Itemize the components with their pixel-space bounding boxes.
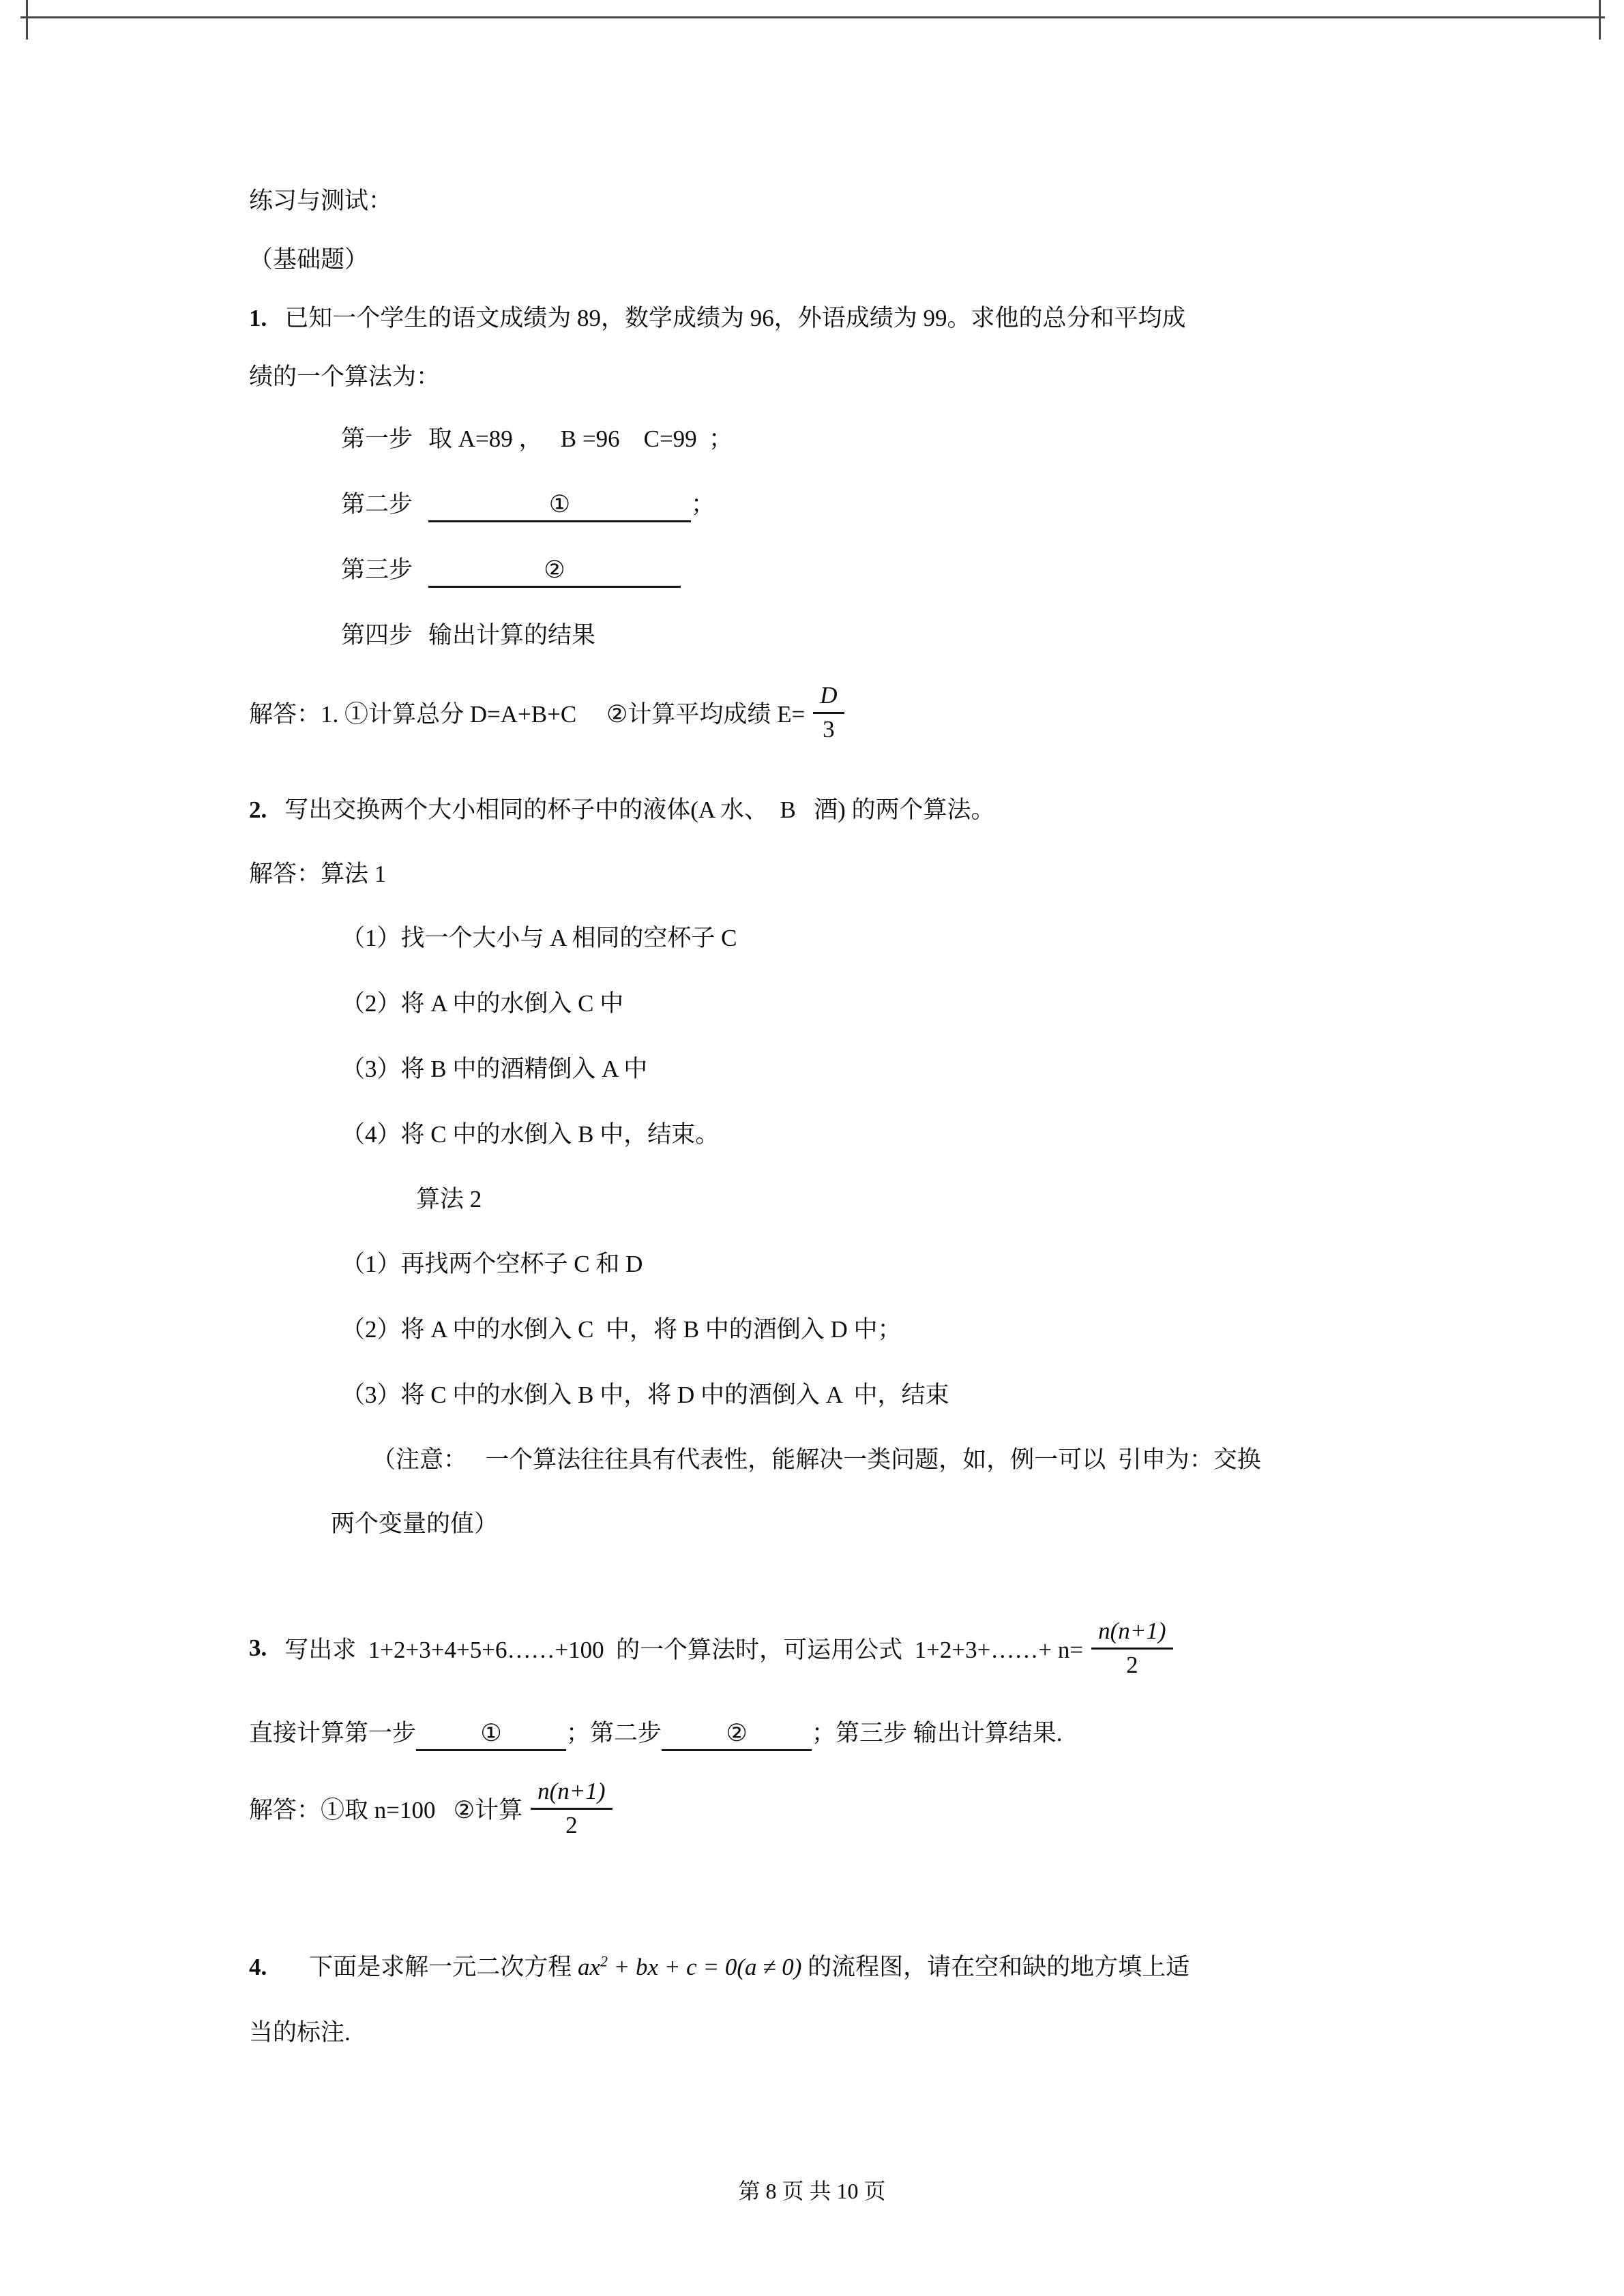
- page-subtitle: （基础题）: [249, 246, 369, 273]
- q3-blank2: [662, 1718, 812, 1751]
- q3-blank1: [416, 1718, 566, 1751]
- q3-answer-fraction-numerator: n(n+1): [537, 1777, 606, 1804]
- q3-blank1-value: ①: [480, 1720, 502, 1746]
- q2-algo1-step4: （4）将 C 中的水倒入 B 中，结束。: [341, 1121, 720, 1148]
- q4-text-line1: [249, 1935, 1422, 2000]
- q3-answer-fraction: [531, 1778, 612, 1840]
- q3-line2-part1: 直接计算第一步: [249, 1720, 417, 1746]
- q1-step4: [341, 603, 1422, 668]
- q2-text: [249, 777, 1422, 843]
- q2-algo1-step1: （1）找一个大小与 A 相同的空杯子 C: [341, 925, 737, 951]
- q1-step2-blank: [428, 489, 691, 522]
- q4-equation-part1: ax: [578, 1954, 601, 1980]
- q3-blank2-value: ②: [726, 1720, 748, 1746]
- page-title: 练习与测试：: [249, 188, 393, 214]
- q3-fraction-numerator: n(n+1): [1098, 1617, 1166, 1644]
- q1-text-line2: 绩的一个算法为：: [249, 363, 441, 390]
- q3-fraction-denominator: 2: [1091, 1648, 1172, 1679]
- page-footer: 第 8 页 共 10 页: [738, 2179, 886, 2203]
- page-border-corner-right: [1599, 0, 1601, 40]
- q2-algo2-step2: （2）将 A 中的水倒入 C 中，将 B 中的酒倒入 D 中；: [341, 1316, 902, 1343]
- q4-equation-part2: + bx + c = 0(a ≠ 0): [607, 1954, 802, 1980]
- q1-step3-label: 第三步: [341, 556, 413, 583]
- q1-text1: 已知一个学生的语文成绩为 89，数学成绩为 96，外语成绩为 99。求他的总分和平均成: [284, 305, 1186, 331]
- q1-step2-blank-value: ①: [548, 491, 571, 518]
- q4-equation: [578, 1954, 801, 1980]
- page-border-corner-left: [26, 0, 28, 40]
- q3-line2-part3: ；第三步 输出计算结果.: [812, 1720, 1063, 1746]
- q2-answer-label: 解答：算法 1: [249, 861, 387, 887]
- q2-algo2-label: 算法 2: [416, 1186, 482, 1212]
- q2-note-line2: 两个变量的值）: [331, 1510, 499, 1537]
- q4-equation-exponent: 2: [600, 1953, 608, 1970]
- q2-algo2-step1: （1）再找两个空杯子 C 和 D: [341, 1251, 643, 1277]
- q3-formula-fraction: [1091, 1617, 1172, 1680]
- q1-step2: [341, 472, 1422, 537]
- q1-answer: [249, 661, 1422, 764]
- q1-answer-fraction: [813, 682, 844, 744]
- q1-step1: [341, 406, 1422, 472]
- q1-step3-blank-value: ②: [544, 556, 565, 583]
- q1-number: 1.: [249, 305, 267, 331]
- q1-answer-text: 解答：1. ①计算总分 D=A+B+C ②计算平均成绩 E=: [249, 701, 806, 728]
- q2-algo1-step2: （2）将 A 中的水倒入 C 中: [341, 990, 624, 1017]
- q3-number: 3.: [249, 1635, 267, 1661]
- q1-step3-blank: [428, 554, 681, 588]
- q4-text-line2: 当的标注.: [249, 2019, 351, 2046]
- q4-text-pre: 下面是求解一元二次方程: [309, 1954, 578, 1980]
- q1-step3: [341, 537, 1422, 603]
- q1-fraction-denominator: 3: [813, 712, 844, 743]
- q2-algo2-step3: （3）将 C 中的水倒入 B 中，将 D 中的酒倒入 A 中，结束: [341, 1382, 949, 1408]
- q1-step4-label: 第四步: [341, 622, 413, 648]
- q1-step1-content: 取 A=89 ， B =96 C=99 ；: [428, 426, 733, 452]
- q2-text-content: 写出交换两个大小相同的杯子中的液体(A 水、 B 酒) 的两个算法。: [284, 796, 995, 823]
- page-content: [249, 172, 1422, 2066]
- q1-step2-suffix: ；: [691, 491, 715, 518]
- q3-answer-fraction-denominator: 2: [531, 1808, 612, 1839]
- q3-text-line1: [249, 1597, 1422, 1699]
- page-border-top-line: [20, 16, 1605, 18]
- q3-line2-part2: ；第二步: [566, 1720, 662, 1746]
- q1-fraction-numerator: D: [820, 681, 838, 709]
- q2-number: 2.: [249, 796, 267, 823]
- q1-step2-label: 第二步: [341, 491, 413, 518]
- q4-text-post: 的流程图，请在空和缺的地方填上适: [801, 1954, 1190, 1980]
- q2-algo1-step3: （3）将 B 中的酒精倒入 A 中: [341, 1056, 648, 1082]
- q2-note-line1: （注意： 一个算法往往具有代表性，能解决一类问题，如，例一可以 引申为：交换: [372, 1446, 1261, 1473]
- q3-answer-text: 解答：①取 n=100 ②计算: [249, 1797, 523, 1823]
- q1-step4-content: 输出计算的结果: [428, 622, 596, 648]
- q1-text-line1: [249, 289, 1422, 348]
- q1-step1-label: 第一步: [341, 426, 413, 452]
- q3-text-prefix: 写出求 1+2+3+4+5+6……+100 的一个算法时，可运用公式 1+2+3+……+ n=: [284, 1637, 1084, 1663]
- q3-answer: [249, 1757, 1422, 1860]
- q4-number: 4.: [249, 1954, 267, 1980]
